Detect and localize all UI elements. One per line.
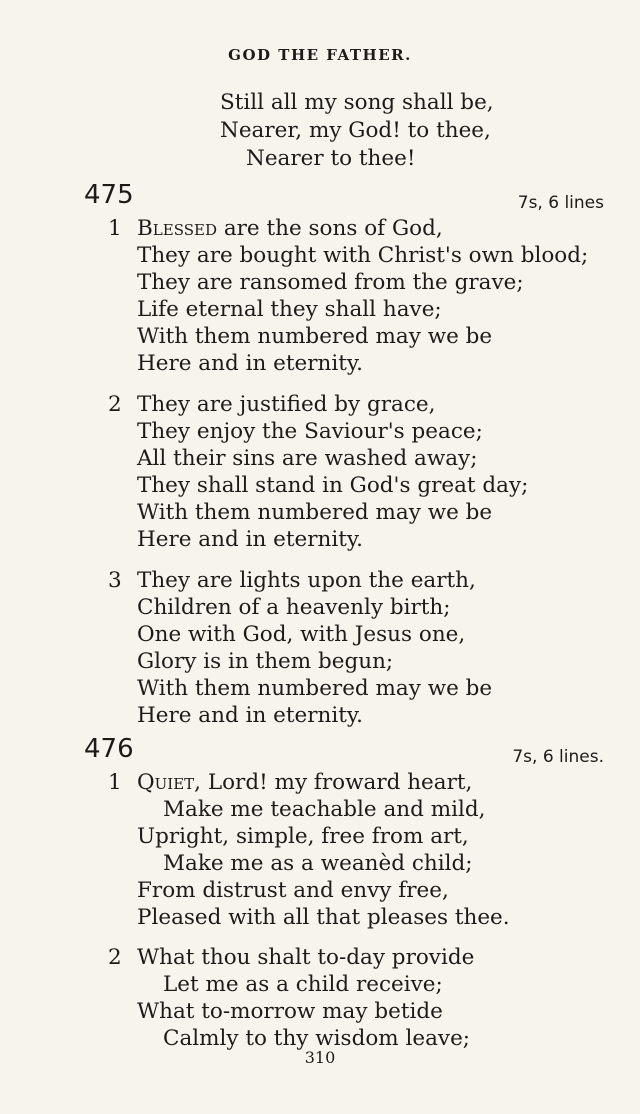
verse-line: From distrust and envy free, (137, 878, 449, 903)
verse-line: With them numbered may we be (137, 676, 493, 701)
hymn-number: 476 (84, 734, 134, 764)
hymn-meter: 7s, 6 lines (517, 193, 604, 213)
verse-number: 2 (108, 945, 122, 970)
verse-line: Make me as a weanèd child; (163, 851, 473, 876)
verse-line: Upright, simple, free from art, (137, 824, 469, 849)
verse-line: All their sins are washed away; (137, 446, 478, 471)
verse-line: Let me as a child receive; (163, 972, 443, 997)
verse-line: Pleased with all that pleases thee. (137, 905, 510, 930)
verse-line: What to-morrow may betide (137, 999, 443, 1024)
first-line-rest: , Lord! my froward heart, (194, 770, 473, 795)
verse-number: 1 (108, 216, 122, 241)
first-line-rest: are the sons of God, (216, 216, 443, 241)
verse-number: 1 (108, 770, 122, 795)
verse-line: Here and in eternity. (137, 527, 363, 552)
verse-number: 2 (108, 392, 122, 417)
closing-line: Nearer, my God! to thee, (220, 118, 491, 143)
page-number: 310 (304, 1048, 336, 1067)
verse-line: They shall stand in God's great day; (137, 473, 529, 498)
closing-line: Still all my song shall be, (220, 90, 494, 115)
verse-line: Life eternal they shall have; (137, 297, 442, 322)
verse-line: They are bought with Christ's own blood; (137, 243, 589, 268)
verse-line: With them numbered may we be (137, 324, 493, 349)
verse-line: Here and in eternity. (137, 351, 363, 376)
verse-line: They enjoy the Saviour's peace; (137, 419, 483, 444)
verse-line: Children of a heavenly birth; (137, 595, 451, 620)
closing-line: Nearer to thee! (246, 146, 416, 171)
verse-line: Calmly to thy wisdom leave; (163, 1026, 471, 1051)
verse-line (137, 770, 472, 795)
verse-line: Here and in eternity. (137, 703, 363, 728)
verse-line: One with God, with Jesus one, (137, 622, 466, 647)
verse-line: With them numbered may we be (137, 500, 493, 525)
running-header: GOD THE FATHER. (228, 46, 412, 64)
verse-line: They are ransomed from the grave; (137, 270, 524, 295)
verse-line: Glory is in them begun; (137, 649, 394, 674)
verse-line: They are lights upon the earth, (137, 568, 476, 593)
first-word: Blessed (137, 216, 217, 241)
verse-line (137, 216, 443, 241)
verse-number: 3 (108, 568, 122, 593)
hymn-meter: 7s, 6 lines. (512, 747, 604, 767)
first-word: Quiet (137, 770, 195, 795)
verse-line: They are justified by grace, (137, 392, 436, 417)
hymn-number: 475 (84, 180, 134, 210)
verse-line: What thou shalt to-day provide (137, 945, 475, 970)
verse-line: Make me teachable and mild, (163, 797, 486, 822)
